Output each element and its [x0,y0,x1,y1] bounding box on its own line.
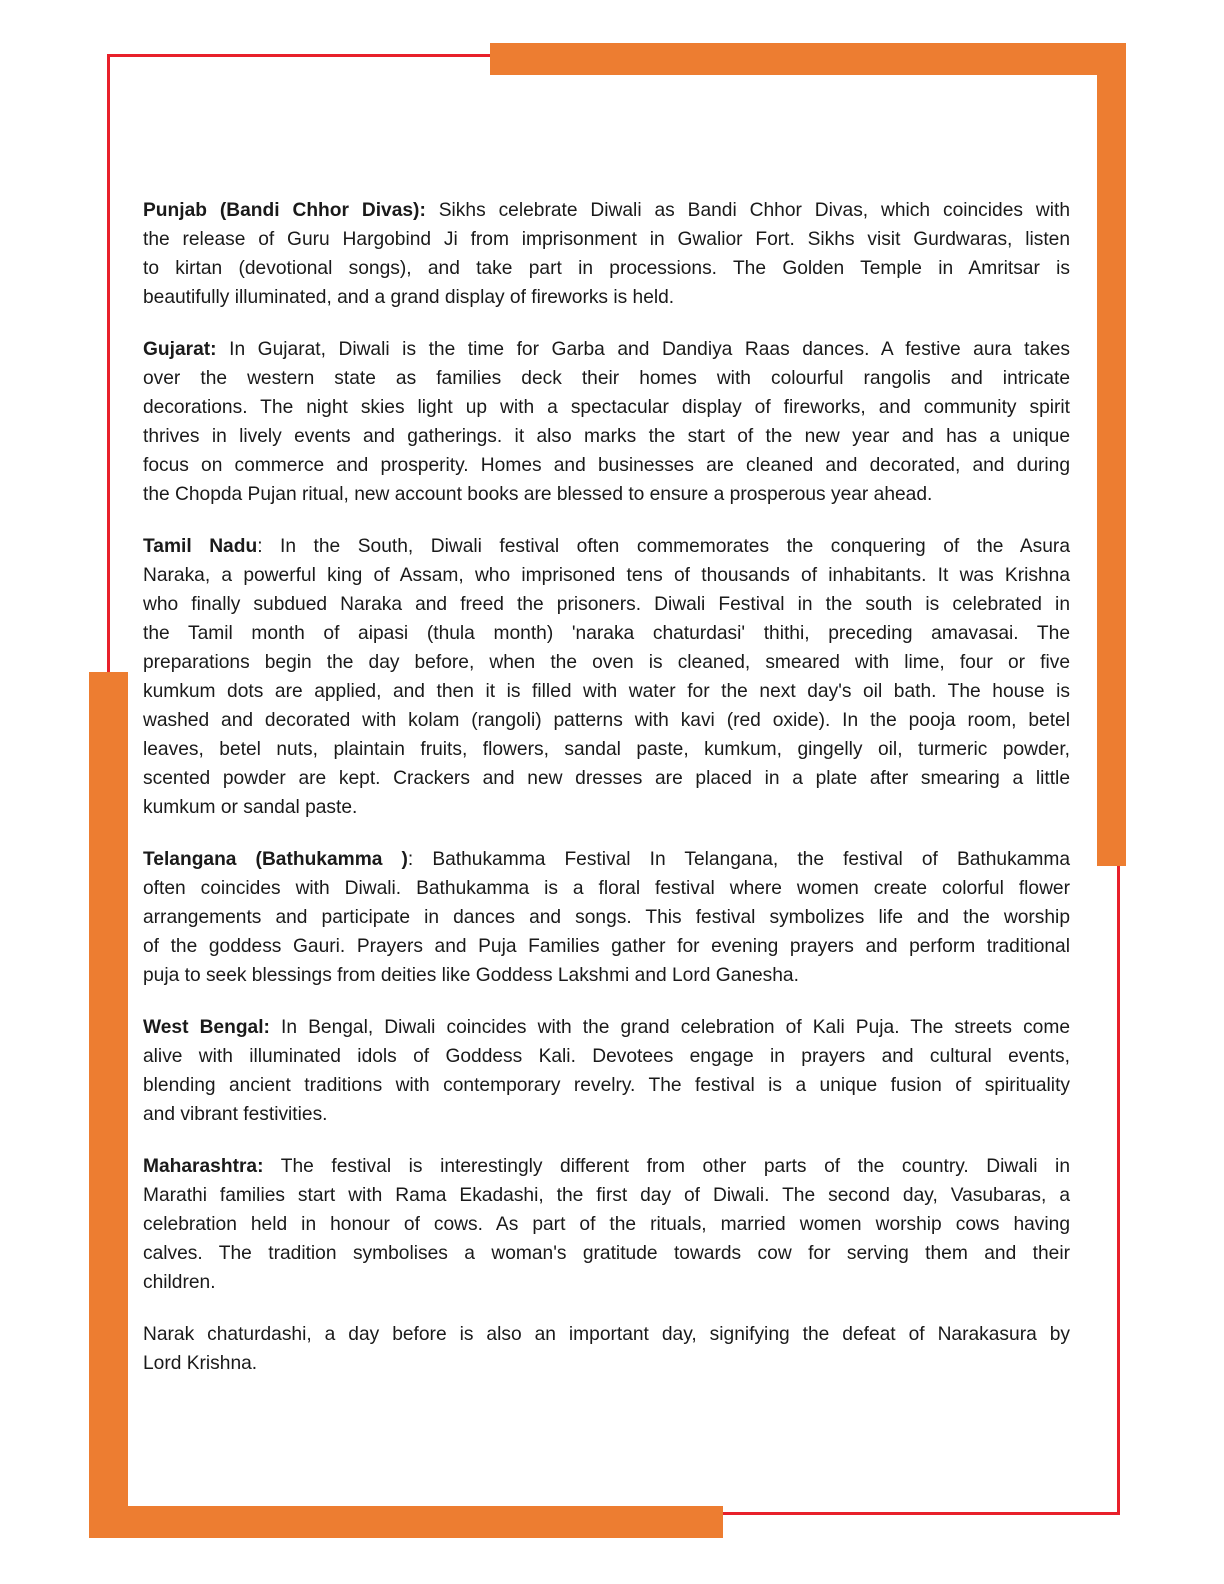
text-line [143,196,1070,225]
paragraph-text: washed and decorated with kolam (rangoli) patterns with kavi (red oxide). In the pooja room, betel [143,710,1070,731]
text-line [143,1181,1070,1210]
paragraph-text: calves. The tradition symbolises a woman's gratitude towards cow for serving them and their [143,1243,1070,1264]
paragraph-text: the release of Guru Hargobind Ji from imprisonment in Gwalior Fort. Sikhs visit Gurdwaras, listen [143,229,1070,250]
paragraph-text: the Chopda Pujan ritual, new account books are blessed to ensure a prosperous year ahead. [143,484,933,505]
text-line [143,364,1070,393]
text-line [143,961,1070,990]
paragraph-text: alive with illuminated idols of Goddess Kali. Devotees engage in prayers and cultural events, [143,1046,1070,1067]
text-line [143,422,1070,451]
text-line [143,648,1070,677]
text-line [143,561,1070,590]
paragraph-text: Lord Krishna. [143,1353,258,1374]
frame-orange-bottom-bar [89,1506,723,1538]
text-line [143,1349,1070,1378]
paragraph [143,532,1070,822]
paragraph-text: celebration held in honour of cows. As part of the rituals, married women worship cows having [143,1214,1070,1235]
text-line [143,1268,1070,1297]
paragraph [143,1152,1070,1297]
paragraph-text: children. [143,1272,216,1293]
paragraph [143,196,1070,312]
document-body [143,196,1070,1401]
paragraph-text: decorations. The night skies light up with a spectacular display of fireworks, and community spirit [143,397,1070,418]
text-line [143,619,1070,648]
text-line [143,1042,1070,1071]
text-line [143,764,1070,793]
frame-red-bottom-line [720,1512,1120,1515]
text-line [143,1071,1070,1100]
paragraph-text: In Gujarat, Diwali is the time for Garba and Dandiya Raas dances. A festive aura takes [216,339,1070,360]
region-heading: West Bengal: [143,1017,270,1038]
text-line [143,225,1070,254]
paragraph-text: Sikhs celebrate Diwali as Bandi Chhor Divas, which coincides with [425,200,1070,221]
paragraph-text: Narak chaturdashi, a day before is also an important day, signifying the defeat of Narakasura by [143,1324,1070,1345]
text-line [143,335,1070,364]
paragraph-text: over the western state as families deck their homes with colourful rangolis and intricate [143,368,1070,389]
paragraph-text: who finally subdued Naraka and freed the prisoners. Diwali Festival in the south is celebrated in [143,594,1070,615]
paragraph-text: The festival is interestingly different from other parts of the country. Diwali in [263,1156,1070,1177]
text-line [143,283,1070,312]
frame-red-right-line [1117,862,1120,1515]
text-line [143,532,1070,561]
region-heading: Maharashtra: [143,1156,264,1177]
text-line [143,903,1070,932]
paragraph-text: In Bengal, Diwali coincides with the grand celebration of Kali Puja. The streets come [269,1017,1070,1038]
text-line [143,845,1070,874]
paragraph-text: preparations begin the day before, when the oven is cleaned, smeared with lime, four or five [143,652,1070,673]
paragraph-text: blending ancient traditions with contemporary revelry. The festival is a unique fusion of spirituality [143,1075,1070,1096]
paragraph-text: focus on commerce and prosperity. Homes and businesses are cleaned and decorated, and during [143,455,1070,476]
paragraph-text: of the goddess Gauri. Prayers and Puja Families gather for evening prayers and perform traditional [143,936,1070,957]
paragraph-text: Naraka, a powerful king of Assam, who imprisoned tens of thousands of inhabitants. It was Krishna [143,565,1070,586]
region-heading: Punjab (Bandi Chhor Divas): [143,200,426,221]
paragraph-text: scented powder are kept. Crackers and new dresses are placed in a plate after smearing a little [143,768,1070,789]
text-line [143,793,1070,822]
paragraph-text: often coincides with Diwali. Bathukamma is a floral festival where women create colorful flower [143,878,1070,899]
text-line [143,1239,1070,1268]
paragraph-text: : Bathukamma Festival In Telangana, the festival of Bathukamma [407,849,1070,870]
text-line [143,1152,1070,1181]
paragraph-text: : In the South, Diwali festival often commemorates the conquering of the Asura [257,536,1070,557]
text-line [143,590,1070,619]
text-line [143,1100,1070,1129]
paragraph [143,1320,1070,1378]
paragraph-text: kumkum or sandal paste. [143,797,358,818]
frame-red-left-line [107,54,110,674]
text-line [143,480,1070,509]
paragraph-text: to kirtan (devotional songs), and take part in processions. The Golden Temple in Amritsar is [143,258,1070,279]
frame-red-top-line [107,54,493,57]
paragraph-text: the Tamil month of aipasi (thula month) 'naraka chaturdasi' thithi, preceding amavasai. The [143,623,1070,644]
frame-orange-right-bar [1097,43,1126,866]
paragraph-text: and vibrant festivities. [143,1104,328,1125]
text-line [143,706,1070,735]
text-line [143,451,1070,480]
text-line [143,1013,1070,1042]
text-line [143,932,1070,961]
paragraph [143,1013,1070,1129]
text-line [143,393,1070,422]
text-line [143,735,1070,764]
paragraph [143,845,1070,990]
paragraph-text: puja to seek blessings from deities like Goddess Lakshmi and Lord Ganesha. [143,965,799,986]
paragraph [143,335,1070,509]
paragraph-text: leaves, betel nuts, plaintain fruits, flowers, sandal paste, kumkum, gingelly oil, turmeric powder, [143,739,1070,760]
paragraph-text: arrangements and participate in dances and songs. This festival symbolizes life and the worship [143,907,1070,928]
region-heading: Gujarat: [143,339,217,360]
paragraph-text: kumkum dots are applied, and then it is filled with water for the next day's oil bath. The house is [143,681,1070,702]
text-line [143,1320,1070,1349]
text-line [143,677,1070,706]
region-heading: Tamil Nadu [143,536,258,557]
text-line [143,1210,1070,1239]
frame-orange-top-bar [490,43,1126,75]
region-heading: Telangana (Bathukamma ) [143,849,408,870]
text-line [143,874,1070,903]
frame-orange-left-bar [89,672,128,1538]
paragraph-text: thrives in lively events and gatherings. it also marks the start of the new year and has a unique [143,426,1070,447]
paragraph-text: beautifully illuminated, and a grand display of fireworks is held. [143,287,675,308]
text-line [143,254,1070,283]
paragraph-text: Marathi families start with Rama Ekadashi, the first day of Diwali. The second day, Vasubaras, a [143,1185,1070,1206]
